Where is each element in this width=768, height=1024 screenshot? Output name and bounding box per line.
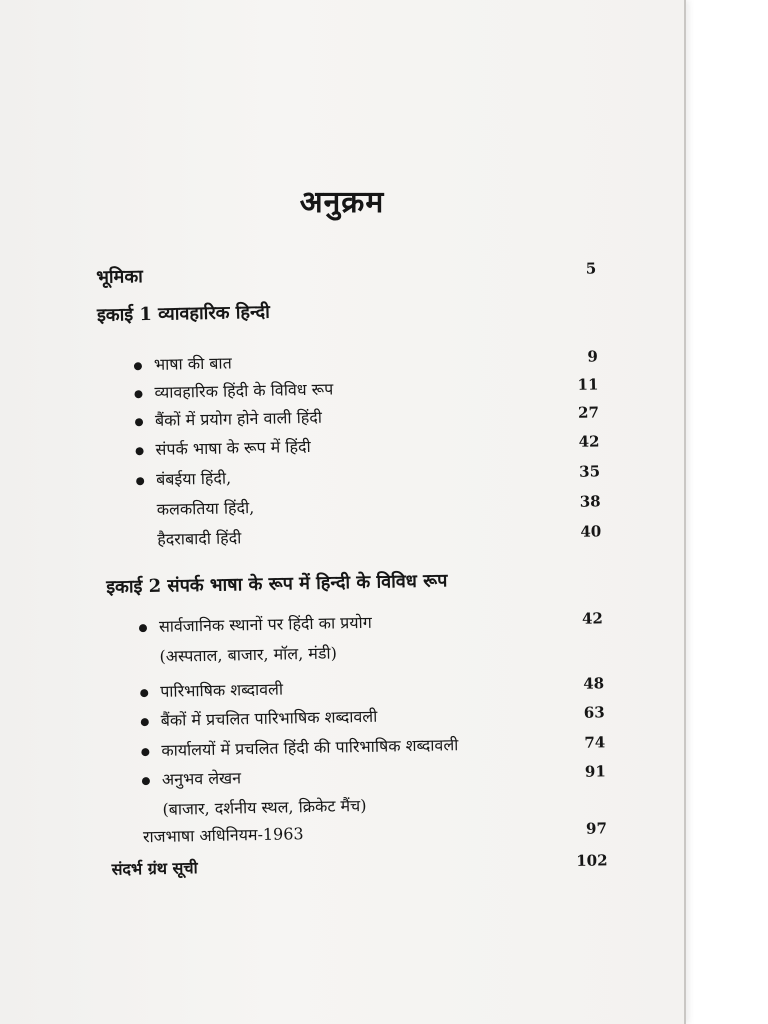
toc-label: पारिभाषिक शब्दावली [160, 679, 284, 701]
toc-page-number: 102 [576, 851, 608, 870]
toc-page-number: 42 [581, 609, 604, 628]
toc-label: (अस्पताल, बाजार, मॉल, मंडी) [159, 643, 338, 666]
toc-label: बैंकों में प्रचलित पारिभाषिक शब्दावली [160, 706, 378, 730]
toc-label: संपर्क भाषा के रूप में हिंदी [155, 436, 311, 459]
toc-label: अनुभव लेखन [161, 768, 242, 789]
toc-label: सार्वजानिक स्थानों पर हिंदी का प्रयोग [158, 612, 372, 636]
bullet-icon [134, 390, 142, 398]
toc-label: कलकतिया हिंदी, [156, 498, 255, 519]
toc-page-number: 42 [578, 432, 600, 451]
bullet-icon [141, 718, 149, 726]
toc-label: (बाजार, दर्शनीय स्थल, क्रिकेट मैंच) [162, 795, 367, 819]
toc-page-number: 48 [583, 674, 605, 693]
toc-label: कार्यालयों में प्रचलित हिंदी की पारिभाषिक शब्दावली [161, 735, 459, 760]
toc-label: बंबईया हिंदी, [155, 468, 232, 489]
toc-entry-sandarbh [107, 846, 607, 884]
toc-page-number: 11 [577, 375, 599, 394]
toc-page-number: 27 [577, 403, 600, 422]
toc-label: भाषा की बात [153, 353, 232, 374]
page-title: अनुक्रम [299, 185, 385, 220]
toc-page-number: 63 [583, 703, 605, 722]
toc-page-number: 5 [585, 259, 597, 278]
bullet-icon [136, 447, 144, 455]
toc-entry-bhumika [96, 254, 596, 292]
toc-label: व्यावहारिक हिंदी के विविध रूप [154, 379, 334, 402]
toc-label: बैंकों में प्रयोग होने वाली हिंदी [154, 407, 323, 430]
toc-label: हैदराबादी हिंदी [157, 528, 242, 549]
toc-label: इकाई 1 व्यावहारिक हिन्दी [96, 301, 270, 326]
toc-page-number: 91 [584, 762, 607, 781]
bullet-icon [142, 777, 150, 785]
bullet-icon [136, 477, 144, 485]
bullet-icon [141, 748, 149, 756]
toc-label: राजभाषा अधिनियम-1963 [142, 824, 304, 847]
toc-page-number: 97 [585, 819, 608, 838]
bullet-icon [140, 689, 148, 697]
toc-page-number: 9 [587, 347, 599, 366]
bullet-icon [135, 418, 143, 426]
toc-label: संदर्भ ग्रंथ सूची [111, 858, 198, 879]
toc-page-number: 74 [584, 733, 606, 752]
toc-unit-1-heading [97, 292, 597, 330]
toc-label: भूमिका [96, 266, 144, 288]
table-of-contents [96, 254, 608, 879]
toc-page-number: 38 [579, 492, 601, 511]
bullet-icon [139, 624, 147, 632]
toc-label: इकाई 2 संपर्क भाषा के रूप में हिन्दी के विविध रूप [106, 570, 448, 598]
bullet-icon [134, 362, 142, 370]
toc-page-number: 35 [579, 462, 601, 481]
toc-unit-2-heading [102, 564, 602, 602]
toc-page-number: 40 [580, 522, 602, 541]
